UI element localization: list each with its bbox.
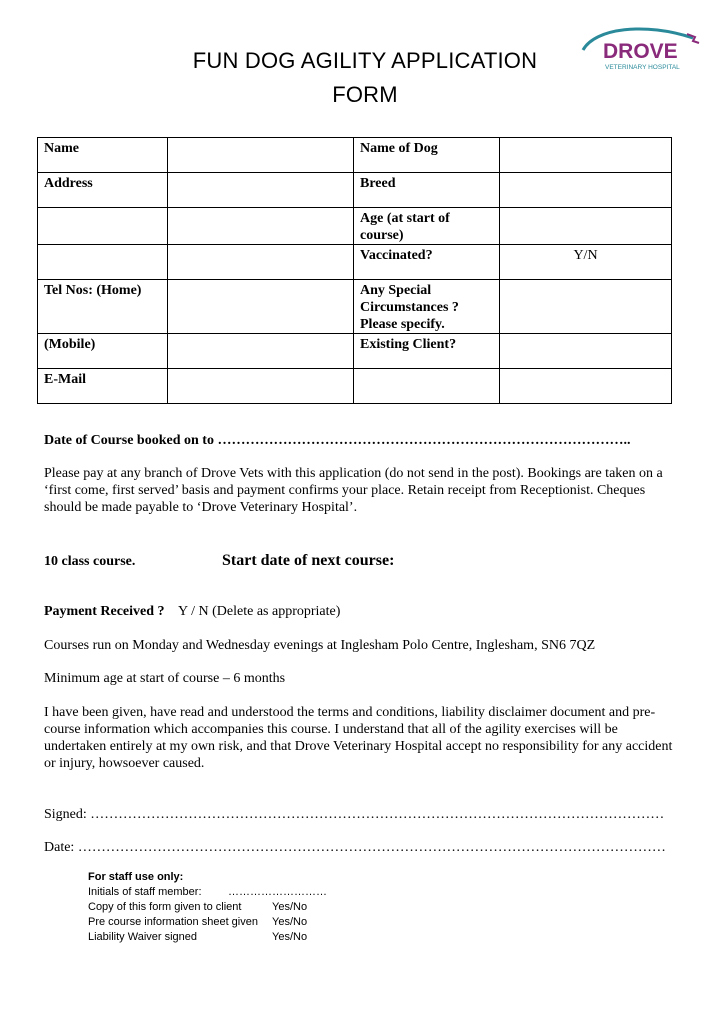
staff-use-section xyxy=(88,870,327,945)
empty-cell xyxy=(354,369,500,404)
staff-row-value[interactable]: Yes/No xyxy=(272,916,308,928)
name-label: Name xyxy=(38,138,168,173)
staff-row-waiver xyxy=(88,930,327,945)
staff-row-value[interactable]: Yes/No xyxy=(272,931,308,943)
staff-row-value[interactable]: ……………………… xyxy=(228,886,327,898)
disclaimer-paragraph: I have been given, have read and understood the terms and conditions, liability disclaimer document and pre-course information which accompanies this course. I understand that all of the agility exercises will be undertaken entirely at my own risk, and that Drove Veterinary Hospital accept no responsibility for any accident or injury, howsoever caused. xyxy=(44,705,673,771)
staff-row-label: Pre course information sheet given xyxy=(88,916,258,928)
vaccinated-label: Vaccinated? xyxy=(354,245,500,280)
address-field[interactable] xyxy=(168,173,354,208)
course-info-row xyxy=(44,552,684,570)
address-field-5[interactable] xyxy=(168,245,354,280)
table-row xyxy=(38,369,672,404)
email-label: E-Mail xyxy=(38,369,168,404)
staff-row-label: Copy of this form given to client xyxy=(88,901,242,913)
staff-row-value[interactable]: Yes/No xyxy=(272,901,308,913)
dog-name-label: Name of Dog xyxy=(354,138,500,173)
table-row xyxy=(38,208,672,245)
staff-row-label: Liability Waiver signed xyxy=(88,931,198,943)
logo-wordmark: DROVE xyxy=(603,40,678,63)
logo-tagline: VETERINARY HOSPITAL xyxy=(605,64,680,71)
staff-heading: For staff use only: xyxy=(88,871,184,883)
table-row xyxy=(38,334,672,369)
vaccinated-field[interactable]: Y/N xyxy=(500,245,672,280)
staff-row-initials xyxy=(88,885,327,900)
signed-line[interactable]: Signed: …………………………………………………………………………………………………………… xyxy=(44,807,665,822)
special-circumstances-label: Any Special Circumstances ? Please specify. xyxy=(354,280,500,334)
table-row xyxy=(38,138,672,173)
breed-label: Breed xyxy=(354,173,500,208)
courses-run-text: Courses run on Monday and Wednesday evenings at Inglesham Polo Centre, Inglesham, SN6 7QZ xyxy=(44,638,596,653)
payment-received-value[interactable]: Y / N (Delete as appropriate) xyxy=(178,604,341,619)
form-title xyxy=(150,44,580,112)
address-field-2[interactable] xyxy=(38,208,168,245)
dog-name-field[interactable] xyxy=(500,138,672,173)
address-label: Address xyxy=(38,173,168,208)
special-circumstances-field[interactable] xyxy=(500,280,672,334)
table-row xyxy=(38,280,672,334)
table-row xyxy=(38,173,672,208)
existing-client-field[interactable] xyxy=(500,334,672,369)
staff-row-info-sheet xyxy=(88,915,327,930)
application-table xyxy=(37,137,672,404)
breed-field[interactable] xyxy=(500,173,672,208)
min-age-text: Minimum age at start of course – 6 months xyxy=(44,671,286,686)
staff-row-label: Initials of staff member: xyxy=(88,886,202,898)
payment-info-paragraph: Please pay at any branch of Drove Vets with this application (do not send in the post). Bookings are taken on a ‘first come, first served’ basis and payment confirms your place. Retain receipt from Receptionist. Cheques should be made payable to ‘Drove Veterinary Hospital’. xyxy=(44,466,663,515)
age-label: Age (at start of course) xyxy=(354,208,500,245)
payment-received-label: Payment Received ? xyxy=(44,604,165,619)
empty-cell xyxy=(500,369,672,404)
existing-client-label: Existing Client? xyxy=(354,334,500,369)
date-line[interactable]: Date: ……………………………………………………………………………………………………………… xyxy=(44,840,666,855)
start-date-label: Start date of next course: xyxy=(222,552,395,569)
drove-logo-graphic xyxy=(575,24,710,84)
staff-row-copy-given xyxy=(88,900,327,915)
address-field-4[interactable] xyxy=(38,245,168,280)
date-of-course-line[interactable]: Date of Course booked on to …………………………………………………………………………….. xyxy=(44,433,631,448)
table-row xyxy=(38,245,672,280)
address-field-3[interactable] xyxy=(168,208,354,245)
title-line-1: FUN DOG AGILITY APPLICATION xyxy=(192,48,538,73)
name-field[interactable] xyxy=(168,138,354,173)
mobile-field[interactable] xyxy=(168,334,354,369)
drove-logo xyxy=(575,24,710,84)
title-line-2: FORM xyxy=(332,82,398,107)
tel-home-field[interactable] xyxy=(168,280,354,334)
class-course-label: 10 class course. xyxy=(44,554,136,569)
email-field[interactable] xyxy=(168,369,354,404)
age-field[interactable] xyxy=(500,208,672,245)
tel-home-label: Tel Nos: (Home) xyxy=(38,280,168,334)
mobile-label: (Mobile) xyxy=(38,334,168,369)
payment-received-row xyxy=(44,603,684,620)
